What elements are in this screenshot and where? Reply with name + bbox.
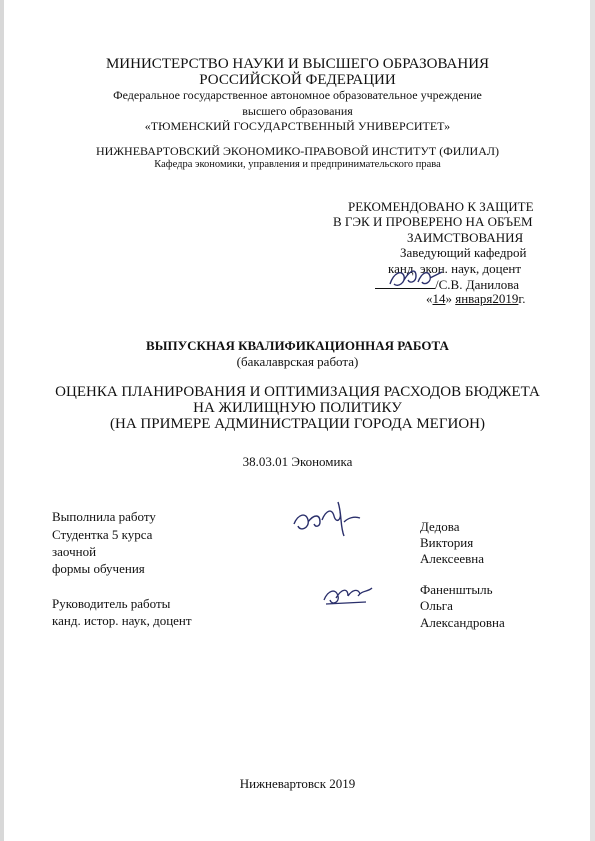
author-name-line2: Виктория	[420, 535, 474, 550]
author-signature	[288, 496, 364, 544]
approval-line3: ЗАИМСТВОВАНИЯ	[407, 230, 524, 245]
department-name: Кафедра экономики, управления и предпринимательского права	[154, 159, 441, 170]
work-title-line3: (НА ПРИМЕРЕ АДМИНИСТРАЦИИ ГОРОДА МЕГИОН)	[110, 416, 485, 432]
work-title-line2: НА ЖИЛИЩНУЮ ПОЛИТИКУ	[193, 400, 402, 416]
approval-role: Заведующий кафедрой	[400, 245, 527, 260]
date-quote-open: «	[426, 291, 433, 306]
approval-line2: В ГЭК И ПРОВЕРЕНО НА ОБЪЕМ	[333, 214, 533, 229]
date-quote-close: »	[445, 291, 452, 306]
ministry-line2: РОССИЙСКОЙ ФЕДЕРАЦИИ	[199, 72, 396, 88]
date-day: 14	[432, 291, 446, 306]
supervisor-signature	[318, 578, 378, 612]
supervisor-name-line1: Фаненштыль	[420, 582, 493, 597]
work-subtype: (бакалаврская работа)	[236, 354, 359, 369]
date-year: 2019	[492, 291, 519, 306]
ministry-line1: МИНИСТЕРСТВО НАУКИ И ВЫСШЕГО ОБРАЗОВАНИЯ	[105, 56, 490, 72]
author-label-line1: Выполнила работу	[52, 509, 156, 524]
date-suffix: г.	[518, 291, 526, 306]
work-type: ВЫПУСКНАЯ КВАЛИФИКАЦИОННАЯ РАБОТА	[146, 338, 449, 353]
specialty: 38.03.01 Экономика	[242, 454, 353, 469]
head-of-department-signature	[386, 262, 446, 292]
author-label-line2: Студентка 5 курса	[52, 527, 153, 542]
supervisor-label-line2: канд. истор. наук, доцент	[52, 613, 192, 628]
university-name: «ТЮМЕНСКИЙ ГОСУДАРСТВЕННЫЙ УНИВЕРСИТЕТ»	[144, 119, 451, 133]
institute-name: НИЖНЕВАРТОВСКИЙ ЭКОНОМИКО-ПРАВОВОЙ ИНСТИТУТ (ФИЛИАЛ)	[95, 144, 500, 158]
approval-name: /С.В. Данилова	[435, 277, 519, 292]
approval-line1: РЕКОМЕНДОВАНО К ЗАЩИТЕ	[348, 199, 534, 214]
author-label-line4: формы обучения	[52, 561, 145, 576]
supervisor-name-line2: Ольга	[420, 598, 453, 613]
institution-line2: высшего образования	[242, 104, 353, 118]
supervisor-name-line3: Александровна	[420, 615, 505, 630]
approval-degree: канд. экон. наук, доцент	[388, 261, 522, 276]
work-title-line1: ОЦЕНКА ПЛАНИРОВАНИЯ И ОПТИМИЗАЦИЯ РАСХОДОВ БЮДЖЕТА	[55, 384, 540, 400]
supervisor-label-line1: Руководитель работы	[52, 596, 171, 611]
date-month: января	[455, 291, 493, 306]
approval-date	[426, 292, 526, 305]
author-name-line3: Алексеевна	[420, 551, 484, 566]
author-label-line3: заочной	[52, 544, 97, 559]
institution-line1: Федеральное государственное автономное образовательное учреждение	[113, 88, 482, 102]
city-year: Нижневартовск 2019	[239, 776, 356, 791]
author-name-line1: Дедова	[420, 519, 460, 534]
